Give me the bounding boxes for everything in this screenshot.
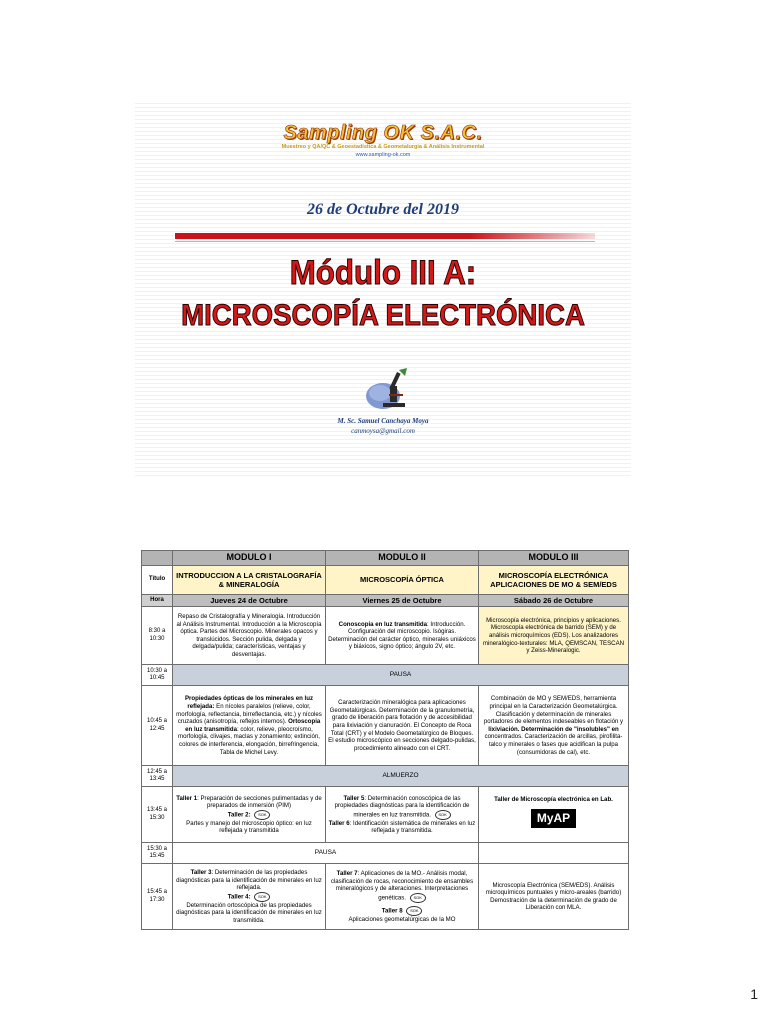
session-topic: Ortoscopia en luz transmitida: [185, 718, 321, 733]
sampling-badge-icon: SOK: [254, 892, 270, 902]
day-header: Viernes 25 de Octubre: [326, 595, 479, 607]
session-cell: [173, 787, 326, 843]
session-cell: Microscopía electrónica, principios y aplicaciones. Microscopía electrónica de barrido (SEM) y de análisis microquímicos (EDS). Los analizadores mineralógico-texturales: MLA, QEMSCAN, TESCAN y Zeiss-Mineralogic.: [479, 607, 629, 665]
session-cell: Microscopía Electrónica (SEM/EDS). Análisis microquímicos puntuales y micro-areales (barrido) Demostración de la determinación de grado de Liberación con MLA.: [479, 864, 629, 930]
sampling-badge-icon: SOK: [254, 810, 270, 820]
author-email[interactable]: canmoysa@gmail.com: [351, 427, 415, 435]
myap-logo: MyAP: [531, 809, 576, 828]
sampling-badge-icon: SOK: [435, 810, 451, 820]
company-tagline: Muestreo y QA/QC & Geoestadística & Geometalurgia & Análisis Instrumental: [281, 144, 485, 150]
session-cell: [173, 686, 326, 766]
logo-wordmark: Sampling OK S.A.C.: [283, 122, 483, 144]
table-row: [142, 766, 629, 787]
workshop-text: Determinación ortoscópica de las propiedades diagnósticas para la identificación de minerales en luz transmitida.: [176, 901, 322, 925]
continuation-cell: [479, 843, 629, 864]
break-cell: PAUSA: [173, 665, 629, 686]
workshop-label: Taller 6: [328, 819, 350, 827]
workshop-text: : Determinación de las propiedades diagnósticas para la identificación de minerales en luz reflejada.: [176, 869, 322, 892]
table-row: [142, 843, 629, 864]
module-title: MICROSCOPÍA ELECTRÓNICA APLICACIONES DE MO & SEM/EDS: [479, 566, 629, 595]
hora-label: Hora: [142, 595, 173, 607]
time-cell: 12:45 a 13:45: [142, 766, 173, 787]
session-cell: [326, 787, 479, 843]
red-divider: [175, 233, 595, 239]
sampling-badge-icon: SOK: [410, 893, 426, 903]
session-cell: [326, 864, 479, 930]
table-row: [142, 787, 629, 843]
table-row: [142, 686, 629, 766]
time-cell: 15:30 a 15:45: [142, 843, 173, 864]
table-row: [142, 607, 629, 665]
session-cell: [479, 787, 629, 843]
module-header: MODULO I: [173, 551, 326, 566]
title-slide: [135, 100, 631, 478]
slide-title-line1: Módulo III A:: [289, 254, 477, 292]
day-header: Jueves 24 de Octubre: [173, 595, 326, 607]
day-row: [142, 595, 629, 607]
module-header: MODULO III: [479, 551, 629, 566]
workshop-text: Aplicaciones geometalúrgicas de la MO: [348, 915, 456, 923]
session-cell: [479, 686, 629, 766]
grey-divider: [175, 241, 595, 242]
session-text: concentrados. Caracterización de arcillas, pirofilita-talco y minerales o fases que acidifican la pulpa (consumidoras de cal), etc.: [484, 733, 623, 756]
title-label: Título: [142, 566, 173, 595]
session-topic: Conoscopia en luz transmitida: [338, 620, 428, 628]
workshop-label: Taller 4:: [227, 893, 251, 901]
module-title: INTRODUCCION A LA CRISTALOGRAFÍA & MINERALOGÍA: [173, 566, 326, 595]
session-topic: Propiedades ópticas de los minerales en luz reflejada:: [184, 695, 313, 711]
workshop-label: Taller 1: [176, 794, 198, 802]
workshop-title: Taller de Microscopía electrónica en Lab.: [494, 795, 613, 803]
break-cell: ALMUERZO: [173, 766, 629, 787]
time-cell: 10:45 a 12:45: [142, 686, 173, 766]
session-text: : color, relieve, pleocroísmo, morfología, clivajes, maclas y zonamiento; extinción, colores de interferencia, elongación, birrefringencia, Tabla de Michel Levy.: [178, 725, 320, 756]
workshop-label: Taller 2:: [227, 811, 251, 819]
module-title: MICROSCOPÍA ÓPTICA: [326, 566, 479, 595]
session-cell: Caracterización mineralógica para aplicaciones Geometalúrgicas. Determinación de la granulometría, grado de liberación para flotación y de accesibilidad para lixiviación y cianuración. El Concepto de Roca Total (CRT) y el Modelo Geometalúrgico de Bloques. El estudio microscópico en secciones delgado-pulidas, procedimiento alineado con el CRT.: [326, 686, 479, 766]
title-row: [142, 566, 629, 595]
session-cell: Repaso de Cristalografía y Mineralogía. Introducción al Análisis Instrumental. Introducción a la Microscopía óptica. Partes del Microscopio. Minerales opacos y translúcidos. Sección pulida, delgada y delgada/pulida; características, ventajas y desventajas.: [173, 607, 326, 665]
session-cell: [326, 607, 479, 665]
module-header-row: [142, 551, 629, 566]
workshop-text: : Aplicaciones de la MO.- Análisis modal, clasificación de rocas, reconocimiento de ensambles mineralógicos y de alteraciones. Interpretaciones genéticas.: [330, 870, 474, 902]
sampling-badge-icon: SOK: [406, 906, 422, 916]
company-logo: [135, 122, 631, 145]
slide-title-line2: MICROSCOPÍA ELECTRÓNICA: [181, 299, 585, 332]
workshop-label: Taller 3: [190, 869, 212, 877]
day-header: Sábado 26 de Octubre: [479, 595, 629, 607]
schedule-table: [141, 550, 629, 930]
workshop-label: Taller 5: [343, 794, 365, 802]
time-cell: 8:30 a 10:30: [142, 607, 173, 665]
time-cell: 10:30 a 10:45: [142, 665, 173, 686]
author-name: M. Sc. Samuel Canchaya Moya: [337, 417, 429, 425]
slide-date: 26 de Octubre del 2019: [307, 201, 459, 218]
break-cell: PAUSA: [173, 843, 479, 864]
page-number: 1: [750, 986, 758, 1002]
session-cell: [173, 864, 326, 930]
workshop-text: : Identificación sistemática de minerales en luz reflejada y transmitida.: [349, 819, 476, 835]
table-row: [142, 864, 629, 930]
session-topic: lixiviación. Determinación de "insolubles" en: [488, 725, 619, 733]
time-cell: 15:45 a 17:30: [142, 864, 173, 930]
session-text: En nícoles paralelos (relieve, color, morfología, reflectancia, birreflectancia, etc.) y nícoles cruzados (anisotropía, reflejos internos).: [176, 703, 322, 726]
session-text: Combinación de MO y SEM/EDS, herramienta principal en la Caracterización Geometalúrgica. Clasificación y determinación de minerales portadores de elementos indeseables en flotación y: [483, 695, 624, 726]
workshop-text: : Preparación de secciones pulimentadas y de preparados de inmersión (PIM): [197, 794, 322, 810]
workshop-label: Taller 7: [336, 870, 358, 878]
workshop-label: Taller 8: [381, 907, 403, 915]
corner-cell: [142, 551, 173, 566]
table-row: [142, 665, 629, 686]
session-text: : Introducción. Configuración del microscopio. Isógiras. Determinación del carácter óptico, minerales uniáxicos y biáxicos, signo óptico; ángulo 2V, etc.: [328, 620, 476, 651]
microscope-icon: [363, 366, 411, 412]
time-cell: 13:45 a 15:30: [142, 787, 173, 843]
company-website: www.sampling-ok.com: [355, 152, 411, 158]
module-header: MODULO II: [326, 551, 479, 566]
workshop-text: : Determinación conoscópica de las propiedades diagnósticas para la identificación de minerales en luz transmitida.: [334, 794, 470, 819]
workshop-text: Partes y manejo del microscopio óptico: en luz reflejada y transmitida: [186, 819, 312, 835]
